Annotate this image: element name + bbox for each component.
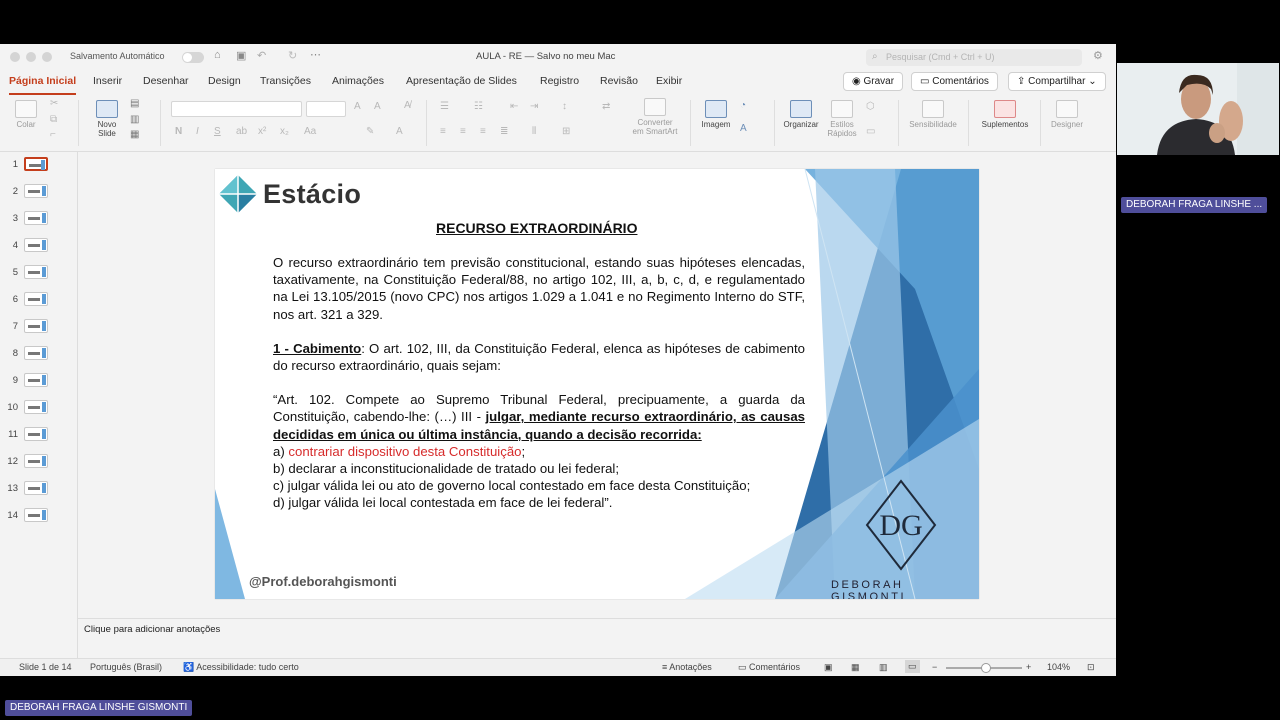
language-indicator[interactable]: Português (Brasil)	[90, 662, 163, 672]
arrange-button[interactable]: Organizar	[780, 100, 822, 129]
slide-thumbnail-image	[24, 265, 48, 279]
comment-icon: ▭	[920, 76, 933, 87]
sensitivity-icon	[922, 100, 944, 118]
slide-thumbnail-image	[24, 319, 48, 333]
fit-slide-icon[interactable]: ⊡	[1087, 662, 1095, 672]
thumbnail-slide-7[interactable]: 7	[0, 319, 78, 337]
ribbon	[0, 96, 1116, 152]
document-title[interactable]: AULA - RE — Salvo no meu Mac	[476, 51, 616, 62]
slide-counter: Slide 1 de 14	[19, 662, 72, 672]
autosave-label: Salvamento Automático	[70, 51, 165, 61]
close-window-button[interactable]	[10, 52, 20, 62]
paste-button[interactable]: Colar	[10, 100, 42, 129]
notes-icon: ≡	[662, 662, 670, 672]
slide-thumbnail-image	[24, 292, 48, 306]
addins-icon	[994, 100, 1016, 118]
notes-toggle[interactable]: ≡ Anotações	[662, 662, 712, 672]
article-highlight: julgar, mediante recurso extraordinário, as causas decididas em única ou última instância, quando a decisão recorrida:	[273, 409, 805, 442]
change-case-icon[interactable]: Aa	[304, 126, 317, 137]
align-center-icon[interactable]: ≡	[460, 126, 466, 137]
columns-icon[interactable]: ⫴	[532, 126, 537, 137]
item-d: d) julgar válida lei local contestada em face de lei federal”.	[273, 495, 613, 511]
slide-thumbnail-image	[24, 400, 48, 414]
underline-icon[interactable]: S	[214, 126, 221, 137]
notes-placeholder[interactable]: Clique para adicionar anotações	[84, 624, 221, 635]
image-button[interactable]: Imagem	[698, 100, 734, 129]
slide-thumbnail-image	[24, 481, 48, 495]
thumbnail-slide-13[interactable]: 13	[0, 481, 78, 499]
slide-body-text[interactable]	[273, 254, 805, 512]
justify-icon[interactable]: ≣	[500, 126, 509, 137]
accessibility-icon: ♿	[183, 662, 197, 672]
tab-apresentacao[interactable]: Apresentação de Slides	[406, 75, 517, 87]
textbox-icon[interactable]: A	[740, 123, 747, 134]
new-slide-icon	[96, 100, 118, 118]
reading-view-icon[interactable]: ▥	[879, 662, 888, 672]
align-text-icon[interactable]: ⊞	[562, 126, 571, 137]
designer-icon	[1056, 100, 1078, 118]
shape-outline-icon[interactable]: ▭	[866, 126, 876, 137]
tab-animacoes[interactable]: Animações	[332, 75, 384, 87]
minimize-window-button[interactable]	[26, 52, 36, 62]
thumbnail-slide-6[interactable]: 6	[0, 292, 78, 310]
active-speaker-badge: DEBORAH FRAGA LINSHE GISMONTI	[5, 700, 192, 716]
slide-title[interactable]: RECURSO EXTRAORDINÁRIO	[436, 220, 638, 236]
cabimento-heading: 1 - Cabimento	[273, 340, 362, 356]
slide-thumbnail-image	[24, 427, 48, 441]
thumbnail-slide-11[interactable]: 11	[0, 427, 78, 445]
paragraph-article: “Art. 102. Compete ao Supremo Tribunal Federal, precipuamente, a guarda da Constituição, cabendo-lhe: (…) III - julgar, mediante recurso extraordinário, as causas decididas em única ou última instância, quando a decisão recorrida: a) contrariar dispositivo desta Constituição; b) declarar a inconstitucionalidade de tratado ou lei federal; c) julgar válida lei ou ato de governo local contestado em face desta Constituição; d) julgar válida lei local contestada em face de lei federal”.	[273, 392, 805, 511]
participant-name-badge: DEBORAH FRAGA LINSHE ...	[1121, 197, 1267, 213]
reset-icon[interactable]: ▥	[130, 114, 140, 125]
slide-thumbnail-image	[24, 157, 48, 171]
thumbnail-slide-1[interactable]: 1	[0, 157, 78, 175]
more-options-icon[interactable]: ⋯	[310, 49, 321, 61]
comment-icon: ▭	[738, 662, 750, 672]
numbering-icon[interactable]: ☷	[474, 101, 483, 112]
presenter-view-icon[interactable]: ▭	[905, 660, 920, 673]
search-input[interactable]: ⌕ Pesquisar (Cmd + Ctrl + U)	[866, 49, 1082, 66]
arrange-icon	[790, 100, 812, 118]
ribbon-divider	[898, 100, 899, 146]
search-icon: ⌕	[872, 51, 878, 62]
slide-thumbnail-image	[24, 238, 48, 252]
copy-icon[interactable]: ⧉	[50, 114, 58, 125]
line-spacing-icon[interactable]: ↕	[562, 101, 567, 112]
zoom-slider-handle[interactable]	[981, 663, 991, 673]
thumbnail-slide-5[interactable]: 5	[0, 265, 78, 283]
new-slide-button[interactable]: Novo Slide	[90, 100, 124, 138]
slide-canvas[interactable]	[215, 169, 979, 599]
notes-divider	[78, 618, 1116, 619]
record-button[interactable]: ◉ Gravar	[843, 72, 903, 91]
participant-video[interactable]	[1117, 63, 1279, 155]
thumbnail-slide-8[interactable]: 8	[0, 346, 78, 364]
bold-icon[interactable]: N	[175, 126, 183, 137]
participant-video-frame	[1117, 63, 1279, 155]
bullets-icon[interactable]: ☰	[440, 101, 449, 112]
quick-styles-button[interactable]: Estilos Rápidos	[826, 100, 858, 138]
ribbon-divider	[1040, 100, 1041, 146]
item-b: b) declarar a inconstitucionalidade de tratado ou lei federal;	[273, 461, 620, 477]
thumbnail-slide-9[interactable]: 9	[0, 373, 78, 391]
superscript-icon[interactable]: x²	[258, 126, 267, 137]
shapes-icon[interactable]: ◔	[740, 100, 747, 111]
font-size-select[interactable]	[306, 101, 346, 117]
normal-view-icon[interactable]: ▣	[824, 662, 833, 672]
dg-monogram-logo	[865, 479, 937, 571]
tab-pagina-inicial[interactable]: Página Inicial	[9, 75, 77, 87]
home-icon[interactable]: ⌂	[214, 49, 221, 61]
sensitivity-button[interactable]: Sensibilidade	[905, 100, 961, 129]
slide-thumbnail-image	[24, 373, 48, 387]
image-icon	[705, 100, 727, 118]
zoom-out-icon[interactable]: −	[932, 662, 938, 672]
accessibility-status[interactable]: ♿ Acessibilidade: tudo certo	[183, 662, 299, 672]
zoom-in-icon[interactable]: +	[1026, 662, 1032, 672]
svg-text:DG: DG	[879, 509, 923, 542]
ribbon-tabs	[0, 70, 1116, 96]
maximize-window-button[interactable]	[42, 52, 52, 62]
thumbnail-slide-14[interactable]: 14	[0, 508, 78, 526]
quick-styles-icon	[831, 100, 853, 118]
align-left-icon[interactable]: ≡	[440, 126, 446, 137]
slide-thumbnail-image	[24, 211, 48, 225]
increase-indent-icon[interactable]: ⇥	[530, 101, 539, 112]
slide-sorter-icon[interactable]: ▦	[851, 662, 860, 672]
powerpoint-window	[0, 44, 1116, 676]
increase-font-icon[interactable]: A	[354, 101, 361, 112]
ribbon-divider	[774, 100, 775, 146]
redo-icon[interactable]: ↻	[288, 50, 298, 62]
save-icon[interactable]: ▣	[236, 50, 247, 62]
share-icon: ⇪	[1017, 76, 1029, 87]
align-right-icon[interactable]: ≡	[480, 126, 486, 137]
estacio-logo-text: Estácio	[263, 179, 362, 209]
designer-button[interactable]: Designer	[1046, 100, 1088, 129]
instagram-handle: @Prof.deborahgismonti	[249, 574, 397, 589]
addins-button[interactable]: Suplementos	[976, 100, 1034, 129]
text-direction-icon[interactable]: ⇄	[602, 101, 611, 112]
font-family-select[interactable]	[171, 101, 302, 117]
decrease-indent-icon[interactable]: ⇤	[510, 101, 519, 112]
font-color-icon[interactable]: A	[396, 126, 403, 137]
smartart-icon	[644, 98, 666, 116]
paragraph-cabimento: 1 - Cabimento: O art. 102, III, da Constituição Federal, elenca as hipóteses de cabimento do recurso extraordinário, quais sejam:	[273, 340, 805, 374]
tab-revisao[interactable]: Revisão	[600, 75, 638, 87]
slide-thumbnail-image	[24, 508, 48, 522]
ribbon-divider	[426, 100, 427, 146]
status-bar	[0, 658, 1116, 676]
record-icon: ◉	[852, 76, 864, 87]
italic-icon[interactable]: I	[196, 126, 199, 137]
strikethrough-icon[interactable]: ab	[236, 126, 248, 137]
tab-transicoes[interactable]: Transições	[260, 75, 311, 87]
shape-fill-icon[interactable]: ⬡	[866, 101, 875, 112]
thumbnail-slide-4[interactable]: 4	[0, 238, 78, 256]
ribbon-divider	[78, 100, 79, 146]
cut-icon[interactable]: ✂	[50, 98, 59, 109]
ribbon-divider	[968, 100, 969, 146]
undo-icon[interactable]: ↶	[257, 50, 267, 62]
layout-icon[interactable]: ▤	[130, 98, 140, 109]
highlight-icon[interactable]: ✎	[366, 126, 375, 137]
comments-toggle[interactable]: ▭ Comentários	[738, 662, 801, 672]
slide-thumbnail-image	[24, 454, 48, 468]
slide-thumbnail-image	[24, 346, 48, 360]
section-icon[interactable]: ▦	[130, 129, 140, 140]
brand-name: DEBORAH GISMONTI	[831, 579, 907, 599]
slide-thumbnails	[0, 152, 78, 658]
clear-format-icon[interactable]: A̸	[404, 100, 411, 111]
item-c: c) julgar válida lei ou ato de governo local contestado em face desta Constituição;	[273, 478, 751, 494]
estacio-logo-icon	[218, 174, 258, 214]
share-button[interactable]: ⇪ Compartilhar ⌄	[1008, 72, 1106, 91]
title-bar	[0, 44, 1116, 70]
paragraph-intro: O recurso extraordinário tem previsão constitucional, estando suas hipóteses elencadas, taxativamente, na Constituição Federal/88, no artigo 102, III, a, b, c, d, e regulamentado na Lei 13.105/2015 (novo CPC) nos artigos 1.029 a 1.041 e no Regimento Interno do STF, nos art. 321 a 329.	[273, 255, 805, 322]
tab-inserir[interactable]: Inserir	[93, 75, 123, 87]
autosave-toggle[interactable]	[182, 52, 204, 63]
thumbnail-slide-10[interactable]: 10	[0, 400, 78, 418]
ribbon-divider	[160, 100, 161, 146]
format-painter-icon[interactable]: ⌐	[50, 129, 56, 140]
tab-registro[interactable]: Registro	[540, 75, 580, 87]
thumbnail-slide-3[interactable]: 3	[0, 211, 78, 229]
thumbnail-slide-2[interactable]: 2	[0, 184, 78, 202]
comments-button[interactable]: ▭ Comentários	[911, 72, 998, 91]
thumbnail-slide-12[interactable]: 12	[0, 454, 78, 472]
convert-smartart-button[interactable]: Converter em SmartArt	[628, 98, 682, 136]
tab-design[interactable]: Design	[208, 75, 241, 87]
ribbon-divider	[690, 100, 691, 146]
settings-icon[interactable]: ⚙	[1093, 50, 1103, 62]
decrease-font-icon[interactable]: A	[374, 101, 381, 112]
subscript-icon[interactable]: x₂	[280, 126, 289, 137]
tab-desenhar[interactable]: Desenhar	[143, 75, 189, 87]
tab-exibir[interactable]: Exibir	[656, 75, 683, 87]
zoom-level[interactable]: 104%	[1047, 662, 1071, 672]
slide-thumbnail-image	[24, 184, 48, 198]
item-a-red: contrariar dispositivo desta Constituição	[288, 443, 522, 459]
clipboard-icon	[15, 100, 37, 118]
